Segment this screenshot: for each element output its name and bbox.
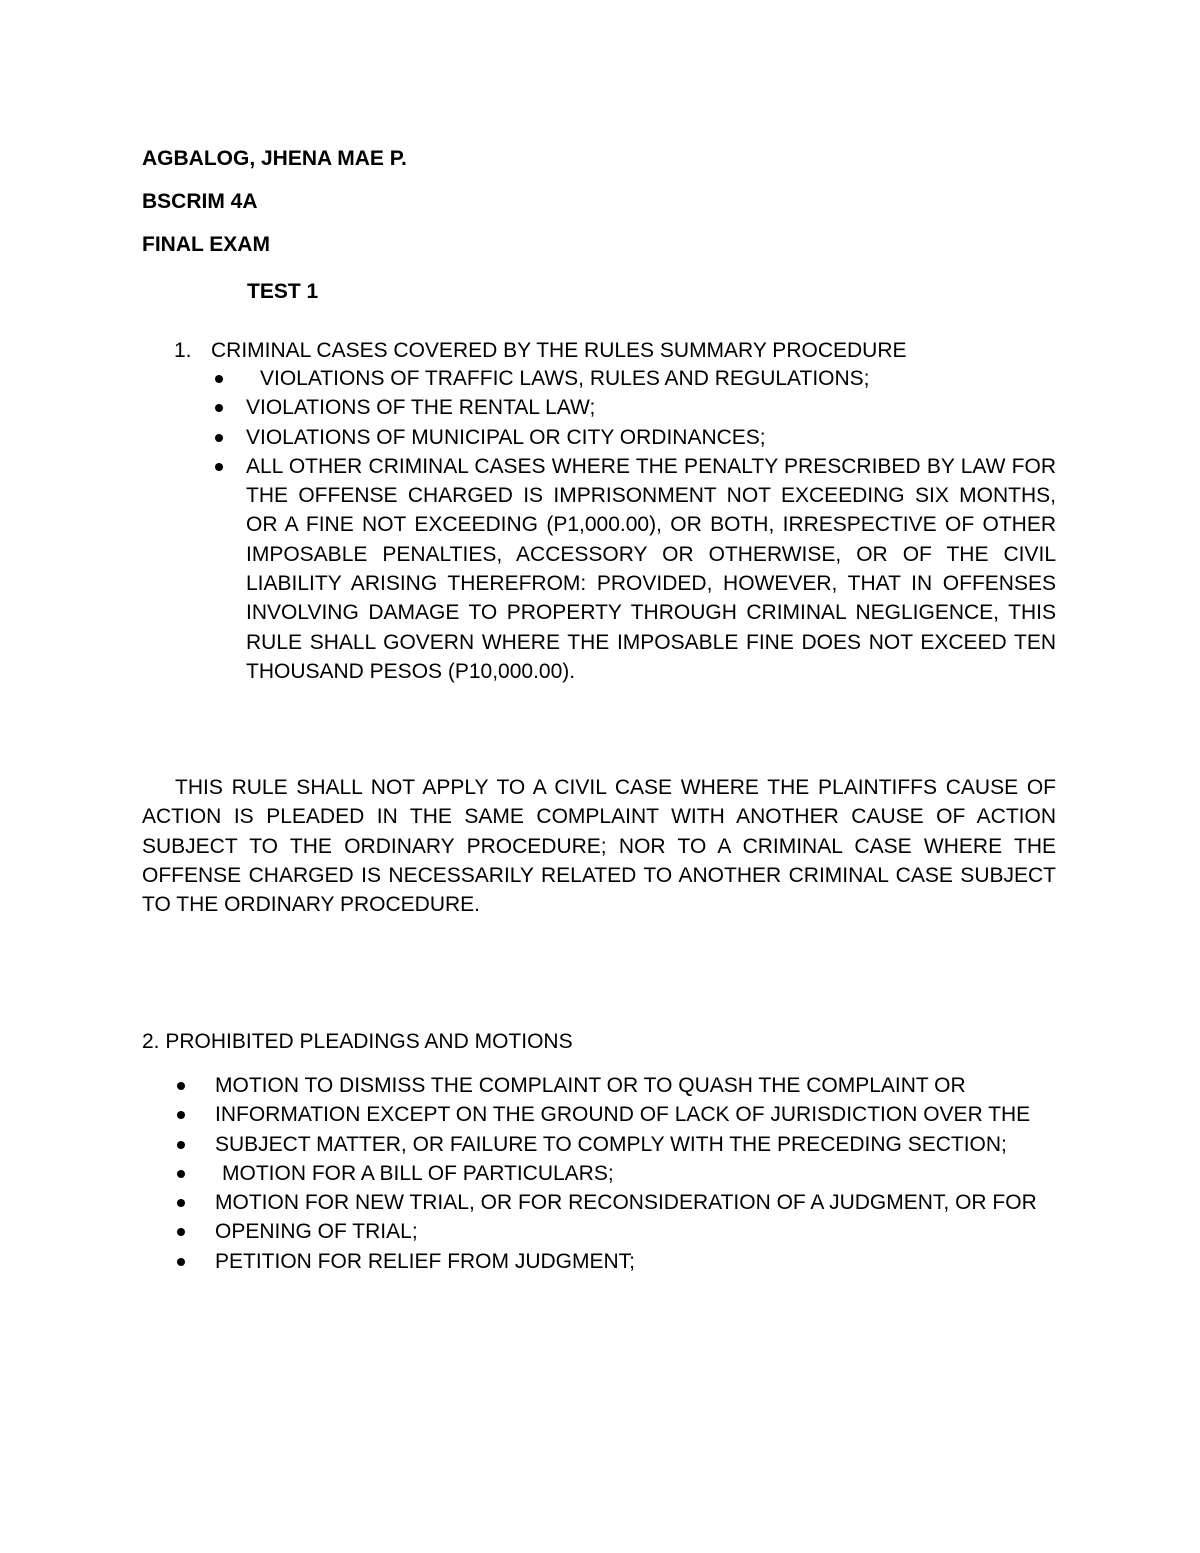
exam-title: FINAL EXAM <box>142 233 270 256</box>
list-item <box>215 1217 1056 1246</box>
bullet-icon <box>215 434 223 442</box>
bullet-icon <box>215 404 223 412</box>
bullet-icon <box>215 463 223 471</box>
list-item-text: PETITION FOR RELIEF FROM JUDGMENT; <box>215 1249 636 1273</box>
bullet-icon <box>177 1170 185 1178</box>
list-item-text: OPENING OF TRIAL; <box>215 1220 418 1244</box>
list-item-text: INFORMATION EXCEPT ON THE GROUND OF LACK OF JURISDICTION OVER THE <box>215 1103 1031 1127</box>
bullet-icon <box>177 1111 185 1119</box>
list-item <box>215 1100 1056 1129</box>
list-item <box>246 364 1056 393</box>
list-item <box>246 393 1056 422</box>
bullet-icon <box>177 1199 185 1207</box>
list-item-text: VIOLATIONS OF THE RENTAL LAW; <box>246 396 596 420</box>
list-item <box>215 1071 1056 1100</box>
bullet-icon <box>177 1228 185 1236</box>
test-heading: TEST 1 <box>247 280 319 303</box>
list-item-text: VIOLATIONS OF MUNICIPAL OR CITY ORDINANCES; <box>246 425 766 449</box>
list-item-text: MOTION FOR NEW TRIAL, OR FOR RECONSIDERATION OF A JUDGMENT, OR FOR <box>215 1191 1037 1215</box>
list-item-text: ALL OTHER CRIMINAL CASES WHERE THE PENALTY PRESCRIBED BY LAW FOR THE OFFENSE CHARGED IS IMPRISONMENT NOT EXCEEDING SIX MONTHS, OR A FINE NOT EXCEEDING (P1,000.00), OR BOTH, IRRESPECTIVE OF OTHER IMPOSABLE PENALTIES, ACCESSORY OR OTHERWISE, OR OF THE CIVIL LIABILITY ARISING THEREFROM: PROVIDED, HOWEVER, THAT IN OFFENSES INVOLVING DAMAGE TO PROPERTY THROUGH CRIMINAL NEGLIGENCE, THIS RULE SHALL GOVERN WHERE THE IMPOSABLE FINE DOES NOT EXCEED TEN THOUSAND PESOS (P10,000.00). <box>246 454 1056 683</box>
list-item <box>215 1130 1056 1159</box>
list-item <box>215 1247 1056 1276</box>
bullet-icon <box>177 1258 185 1266</box>
question-1-list <box>246 364 1056 686</box>
list-item <box>215 1159 1056 1188</box>
list-item-text: VIOLATIONS OF TRAFFIC LAWS, RULES AND REGULATIONS; <box>260 367 870 390</box>
course-section: BSCRIM 4A <box>142 190 258 213</box>
list-item-text: MOTION FOR A BILL OF PARTICULARS; <box>222 1161 614 1185</box>
question-2-title: 2. PROHIBITED PLEADINGS AND MOTIONS <box>142 1030 573 1053</box>
question-1-number: 1. <box>174 339 192 362</box>
question-1-title-text: CRIMINAL CASES COVERED BY THE RULES SUMMARY PROCEDURE <box>211 339 907 362</box>
body-paragraph: THIS RULE SHALL NOT APPLY TO A CIVIL CASE WHERE THE PLAINTIFFS CAUSE OF ACTION IS PLEADED IN THE SAME COMPLAINT WITH ANOTHER CAUSE OF ACTION SUBJECT TO THE ORDINARY PROCEDURE; NOR TO A CRIMINAL CASE WHERE THE OFFENSE CHARGED IS NECESSARILY RELATED TO ANOTHER CRIMINAL CASE SUBJECT TO THE ORDINARY PROCEDURE. <box>142 776 1056 917</box>
list-item-text: MOTION TO DISMISS THE COMPLAINT OR TO QUASH THE COMPLAINT OR <box>215 1074 966 1097</box>
bullet-icon <box>177 1141 185 1149</box>
question-2-list <box>215 1071 1056 1276</box>
question-1-title <box>174 336 907 365</box>
list-item-text: SUBJECT MATTER, OR FAILURE TO COMPLY WITH THE PRECEDING SECTION; <box>215 1132 1007 1156</box>
list-item <box>215 1188 1056 1217</box>
list-item <box>246 423 1056 452</box>
bullet-icon <box>215 375 223 383</box>
bullet-icon <box>177 1082 185 1090</box>
list-item <box>246 452 1056 686</box>
student-name: AGBALOG, JHENA MAE P. <box>142 147 407 170</box>
